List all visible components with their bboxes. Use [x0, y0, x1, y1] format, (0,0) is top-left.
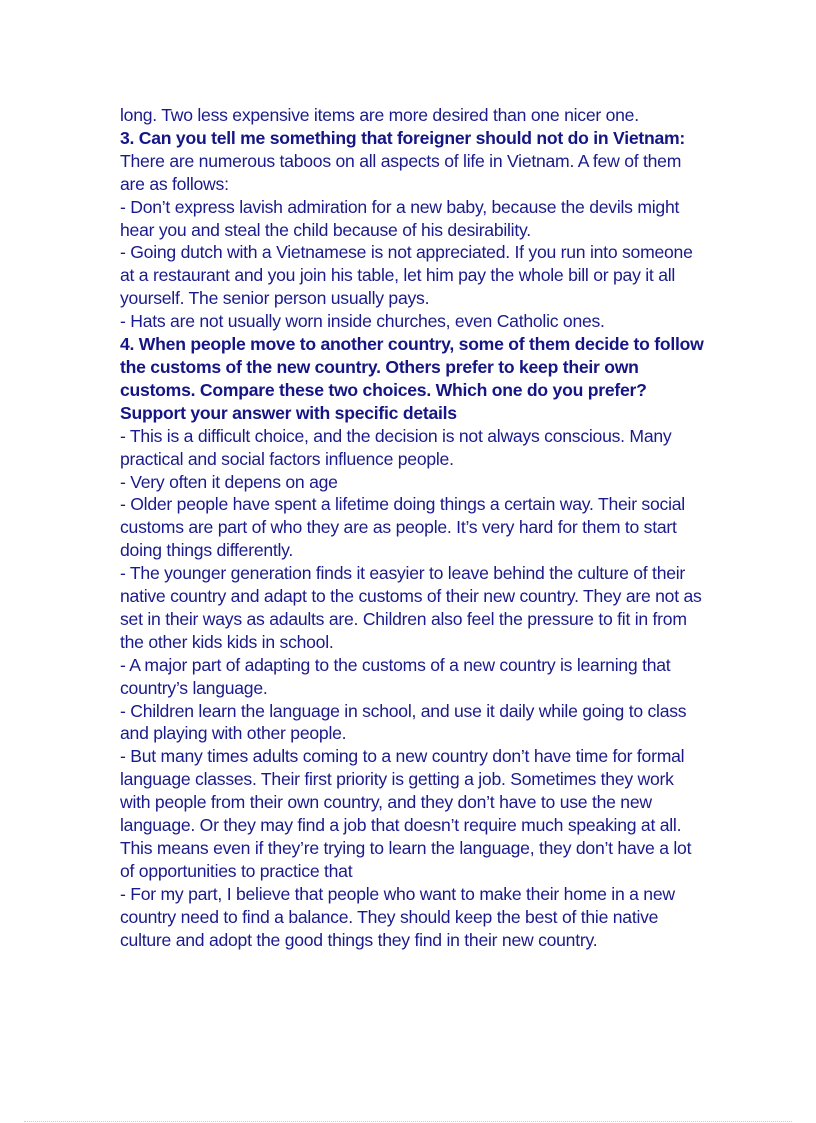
- bullet-item: - Don’t express lavish admiration for a new baby, because the devils might hear you and steal the child because of his desirability.: [120, 196, 680, 240]
- bullet-item: - Very often it depens on age: [120, 471, 338, 492]
- question-heading-4: 4. When people move to another country, some of them decide to follow the customs of the new country. Others prefer to keep their own customs. Compare these two choices. Which one do you prefer? Support your answer with specific details: [120, 334, 704, 423]
- bullet-item: - Going dutch with a Vietnamese is not appreciated. If you run into someone at a restaurant and you join his table, let him pay the whole bill or pay it all yourself. The senior person usually pays.: [120, 242, 693, 309]
- paragraph-text: long. Two less expensive items are more desired than one nicer one.: [120, 105, 639, 125]
- bullet-item: - A major part of adapting to the customs of a new country is learning that country’s language.: [120, 654, 671, 698]
- bullet-item: - But many times adults coming to a new country don’t have time for formal language classes. Their first priority is getting a job. Sometimes they work with people from their own country, and they don’t have to use the new language. Or they may find a job that doesn’t require much speaking at all. This means even if they’re trying to learn the language, they don’t have a lot of opportunities to practice that: [120, 746, 692, 881]
- document-body: [120, 104, 704, 952]
- bullet-item: - The younger generation finds it easyier to leave behind the culture of their native country and adapt to the customs of their new country. They are not as set in their ways as adaults are. Children also feel the pressure to fit in from the other kids kids in school.: [120, 563, 702, 652]
- bullet-item: - Children learn the language in school, and use it daily while going to class and playing with other people.: [120, 700, 687, 744]
- bullet-item: - Hats are not usually worn inside churches, even Catholic ones.: [120, 311, 605, 332]
- page-bottom-divider: [24, 1121, 792, 1122]
- paragraph-text: There are numerous taboos on all aspects of life in Vietnam. A few of them are as follows:: [120, 150, 682, 194]
- question-heading-3: 3. Can you tell me something that foreigner should not do in Vietnam:: [120, 127, 686, 148]
- bullet-item: - Older people have spent a lifetime doing things a certain way. Their social customs are part of who they are as people. It’s very hard for them to start doing things differently.: [120, 494, 685, 561]
- bullet-item: - For my part, I believe that people who want to make their home in a new country need to find a balance. They should keep the best of thie native culture and adopt the good things they find in their new country.: [120, 883, 675, 950]
- bullet-item: - This is a difficult choice, and the decision is not always conscious. Many practical and social factors influence people.: [120, 425, 672, 469]
